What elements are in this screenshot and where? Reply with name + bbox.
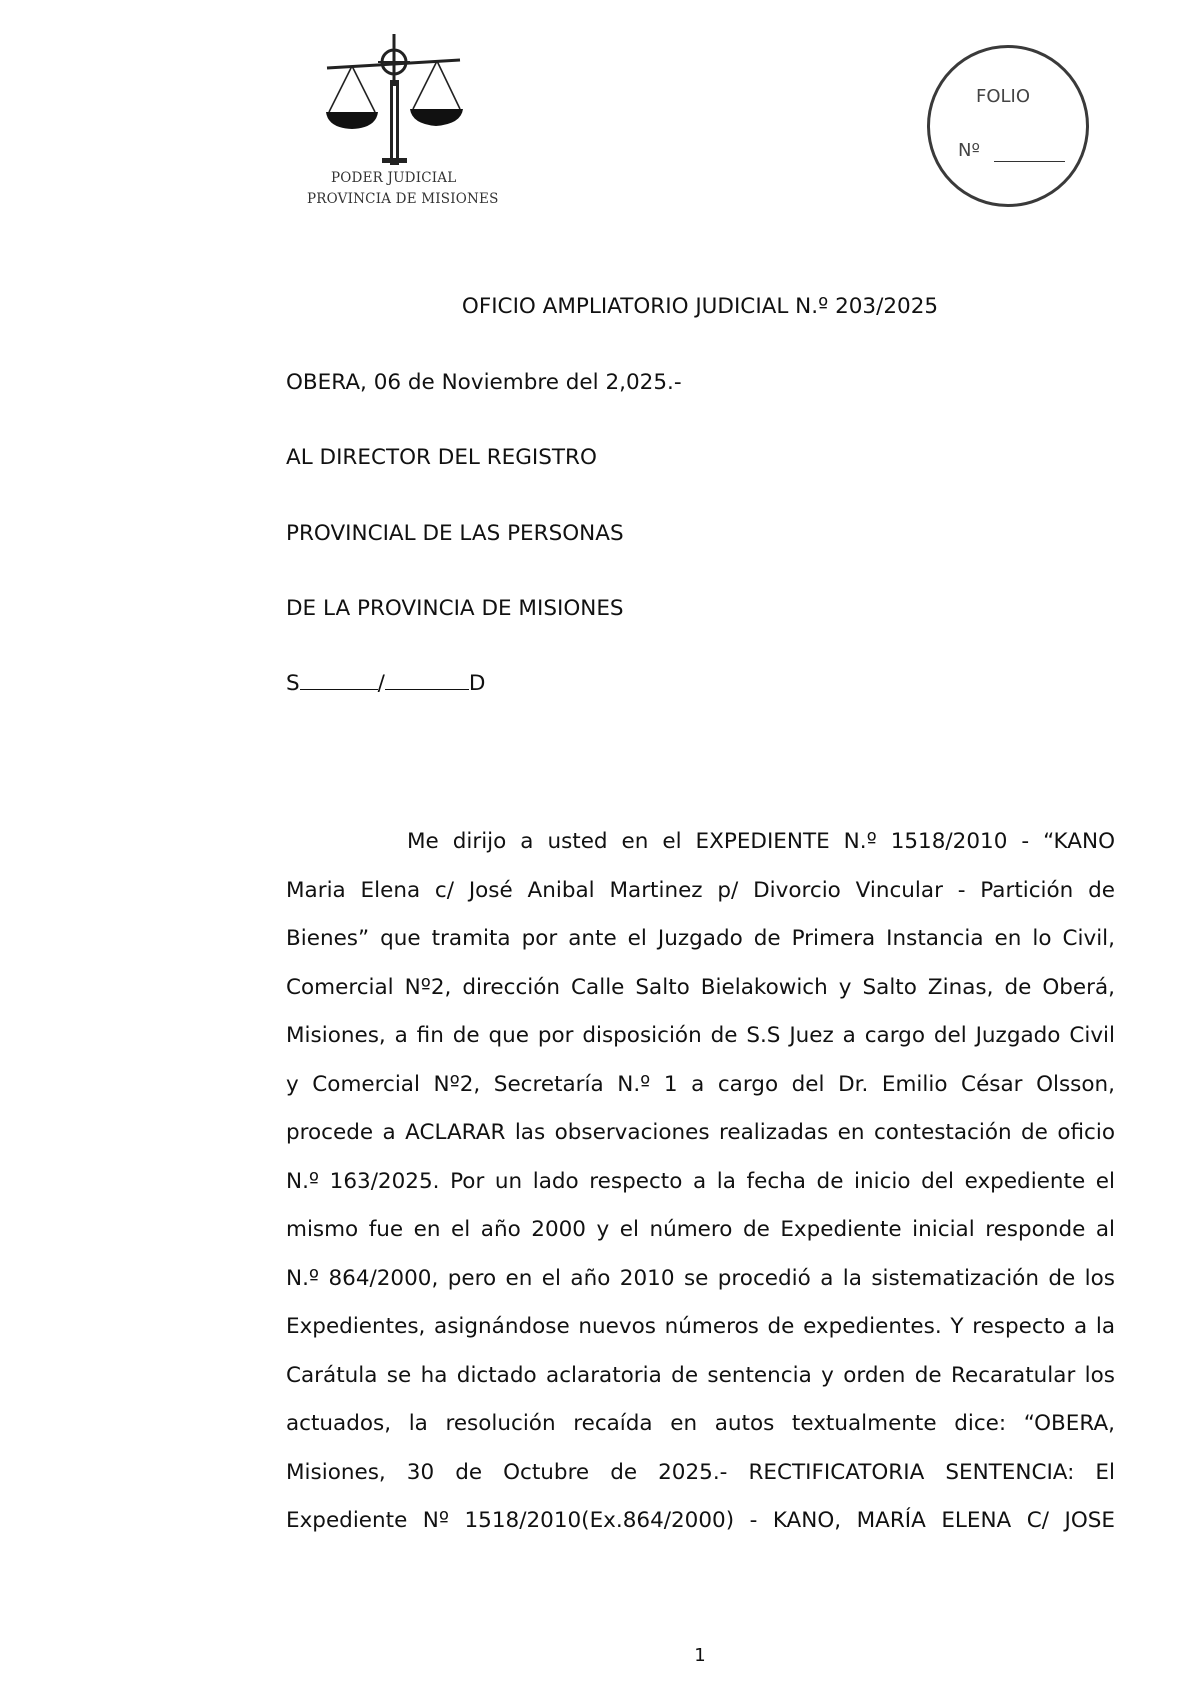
body-line: Bienes” que tramita por ante el Juzgado de Primera Instancia en lo Civil,: [286, 926, 1115, 951]
logo-text-line2: PROVINCIA DE MISIONES: [307, 191, 499, 207]
body-line: Misiones, 30 de Octubre de 2025.- RECTIFICATORIA SENTENCIA: El: [286, 1459, 1115, 1485]
folio-number-blank: [994, 161, 1065, 162]
body-line: N.º 163/2025. Por un lado respecto a la fecha de inicio del expediente el: [286, 1168, 1115, 1194]
recipient-line-1: AL DIRECTOR DEL REGISTRO: [286, 445, 597, 470]
body-line: Me dirijo a usted en el EXPEDIENTE N.º 1518/2010 - “KANO: [407, 829, 1115, 854]
sd-blank-2: [385, 689, 469, 690]
body-line: Expediente Nº 1518/2010(Ex.864/2000) - KANO, MARÍA ELENA C/ JOSE: [286, 1508, 1115, 1533]
body-line: y Comercial Nº2, Secretaría N.º 1 a cargo del Dr. Emilio César Olsson,: [286, 1071, 1115, 1097]
document-date: OBERA, 06 de Noviembre del 2,025.-: [286, 370, 682, 395]
logo-text-line1: PODER JUDICIAL: [331, 170, 457, 186]
document-body: [286, 818, 1115, 1546]
sd-slash: /: [377, 671, 385, 696]
scales-of-justice-icon: [300, 30, 500, 170]
body-line: procede a ACLARAR las observaciones realizadas en contestación de oficio: [286, 1120, 1115, 1145]
body-line: Comercial Nº2, dirección Calle Salto Bielakowich y Salto Zinas, de Oberá,: [286, 974, 1115, 1000]
body-line: Misiones, a fin de que por disposición de S.S Juez a cargo del Juzgado Civil: [286, 1023, 1115, 1048]
folio-stamp: [927, 45, 1089, 207]
folio-label: FOLIO: [976, 86, 1031, 107]
document-title: OFICIO AMPLIATORIO JUDICIAL N.º 203/2025: [461, 294, 939, 319]
body-line: Expedientes, asignándose nuevos números de expedientes. Y respecto a la: [286, 1314, 1115, 1339]
poder-judicial-logo: [300, 30, 500, 210]
sd-d: D: [468, 671, 486, 696]
sd-blank-1: [300, 689, 378, 690]
recipient-line-3: DE LA PROVINCIA DE MISIONES: [286, 596, 624, 621]
body-line: Carátula se ha dictado aclaratoria de sentencia y orden de Recaratular los: [286, 1362, 1115, 1388]
folio-number-label: Nº: [958, 140, 980, 161]
sd-line: [286, 671, 485, 696]
page-number: 1: [694, 1645, 706, 1666]
sd-s: S: [286, 671, 300, 696]
body-line: Maria Elena c/ José Anibal Martinez p/ Divorcio Vincular - Partición de: [286, 877, 1115, 903]
body-line: N.º 864/2000, pero en el año 2010 se procedió a la sistematización de los: [286, 1265, 1115, 1291]
body-line: actuados, la resolución recaída en autos textualmente dice: “OBERA,: [286, 1411, 1115, 1436]
recipient-line-2: PROVINCIAL DE LAS PERSONAS: [286, 521, 624, 546]
body-line: mismo fue en el año 2000 y el número de Expediente inicial responde al: [286, 1217, 1115, 1242]
